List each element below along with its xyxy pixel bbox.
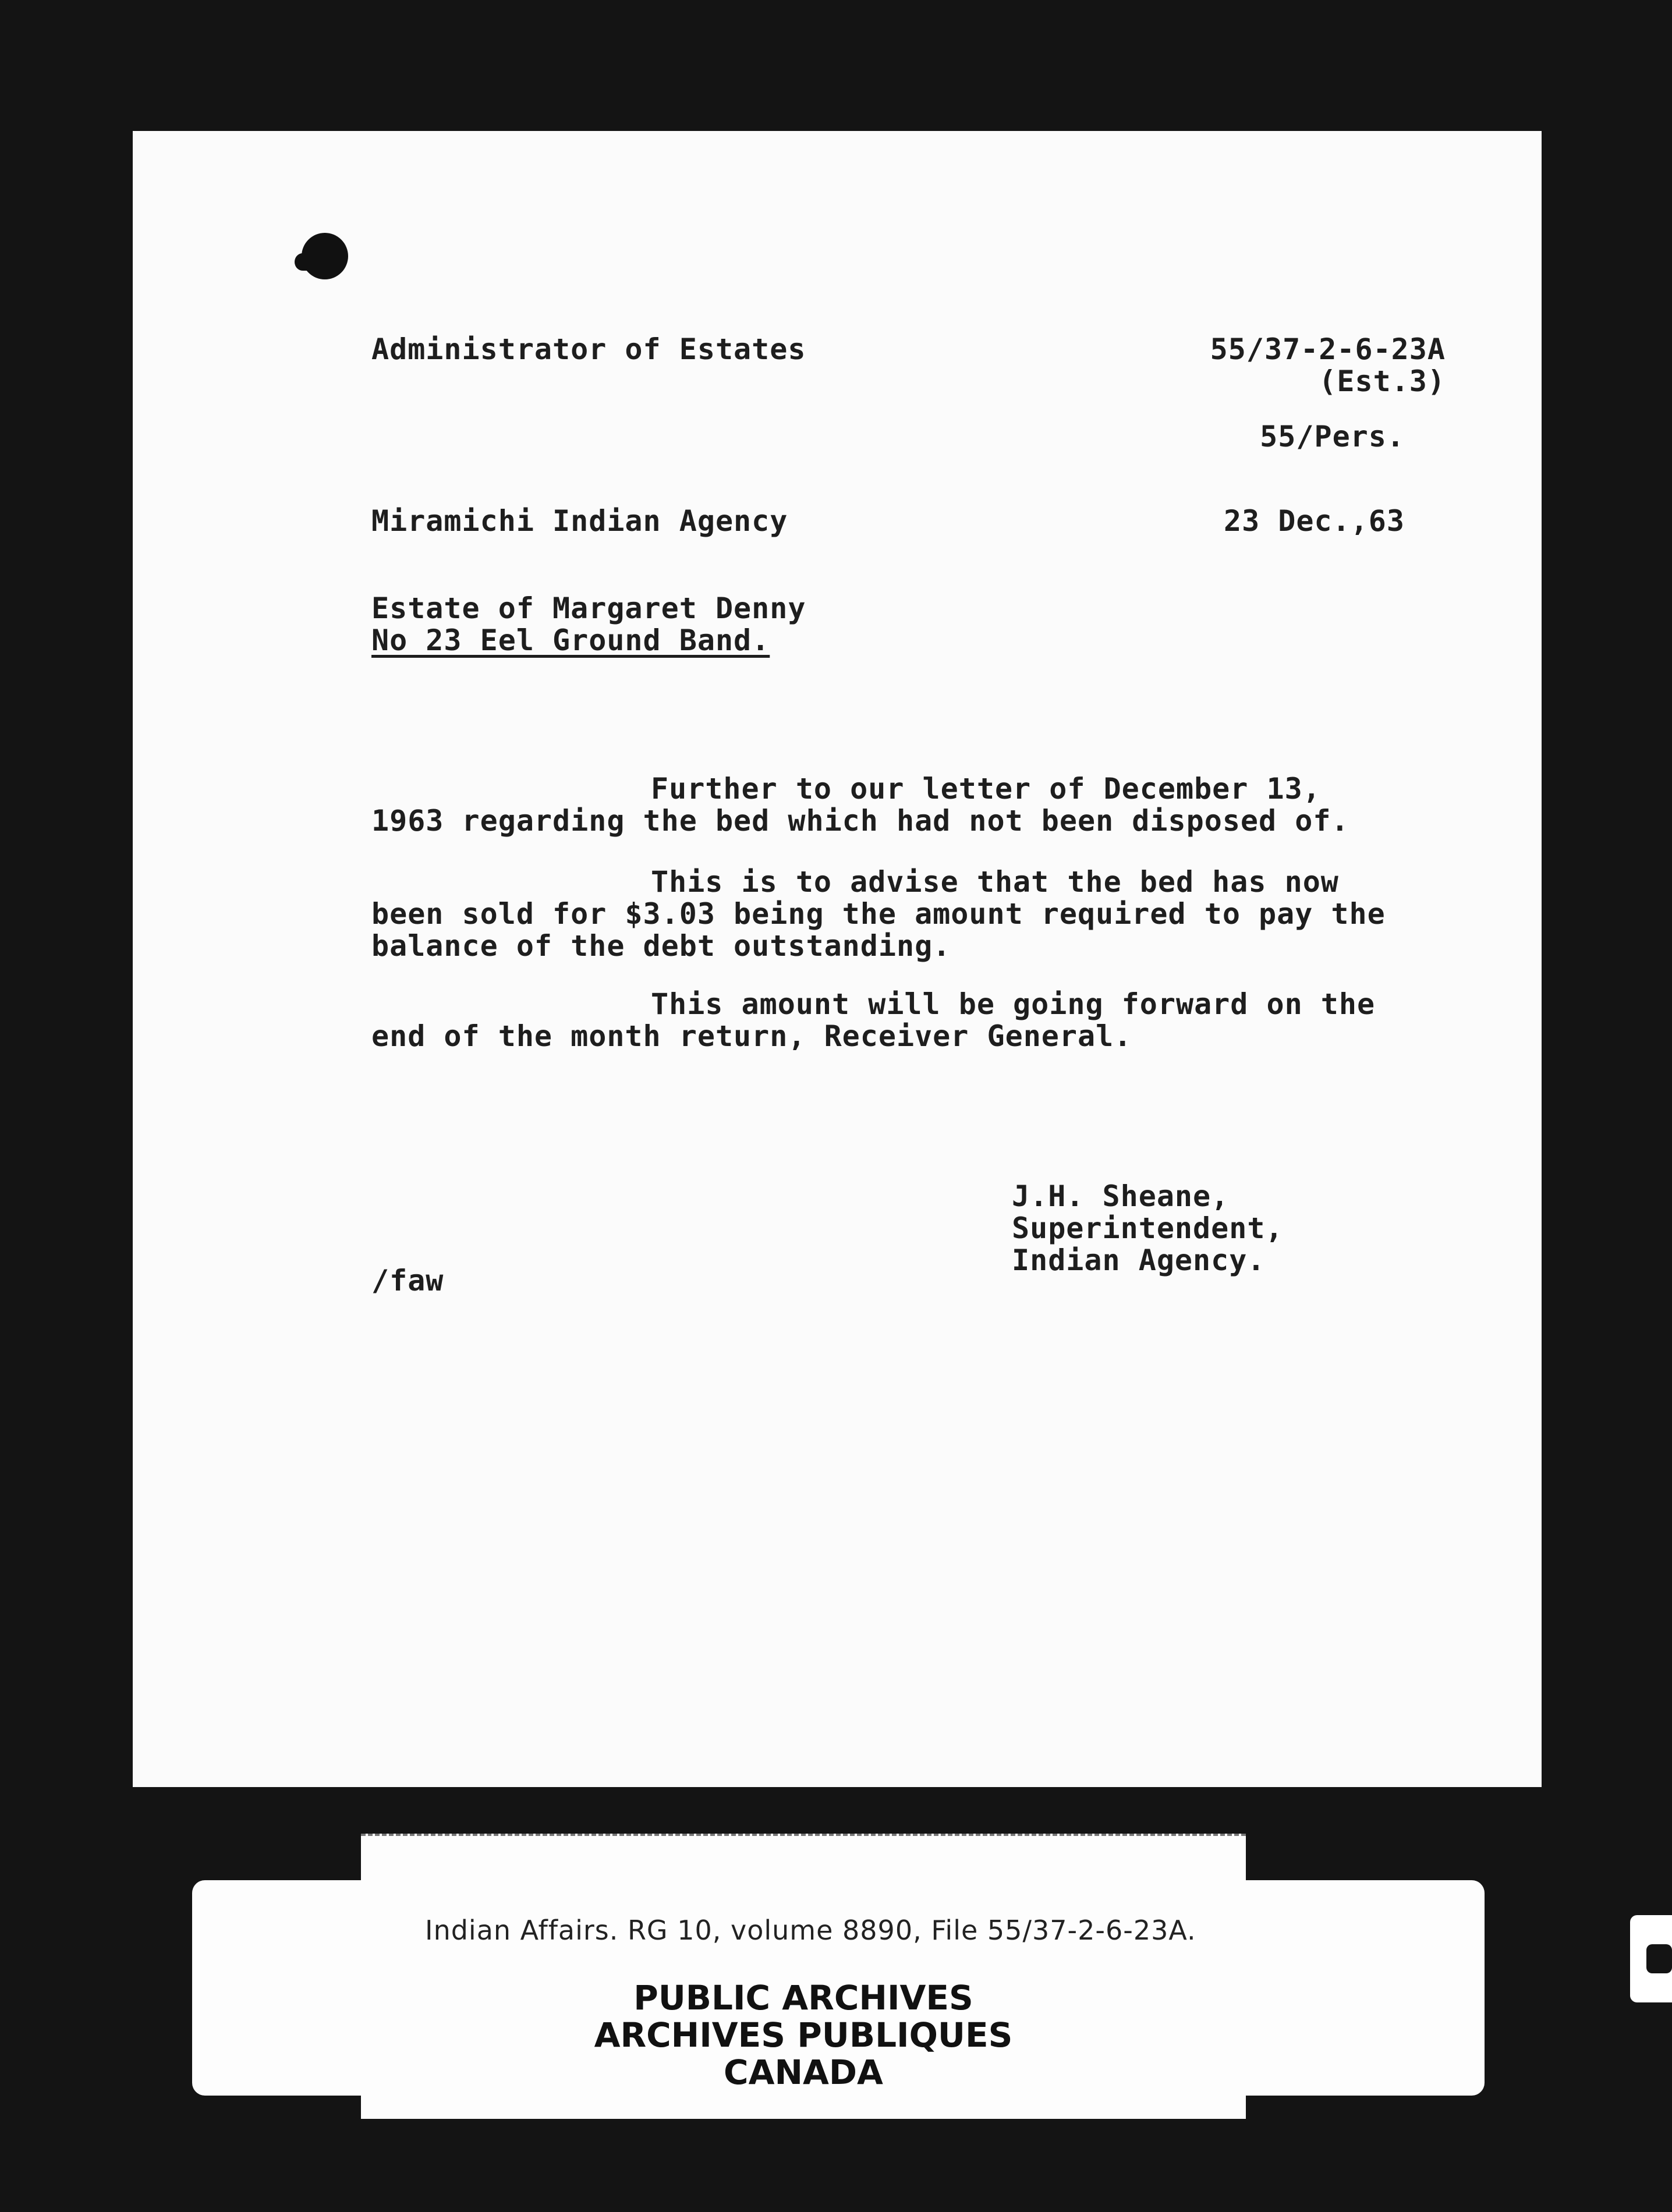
pers-reference: 55/Pers. bbox=[1260, 420, 1405, 453]
document-page bbox=[133, 131, 1542, 1787]
body-p1-line2: 1963 regarding the bed which had not been disposed of. bbox=[371, 804, 1349, 838]
body-p1-line1: Further to our letter of December 13, bbox=[651, 772, 1321, 806]
body-p2-line1: This is to advise that the bed has now bbox=[651, 865, 1339, 899]
film-edge-hole bbox=[1646, 1944, 1672, 1973]
body-p3-line1: This amount will be going forward on the bbox=[651, 987, 1376, 1021]
archive-stamp-line-1: PUBLIC ARCHIVES bbox=[633, 1978, 973, 2018]
typist-initials: /faw bbox=[371, 1264, 444, 1298]
body-p2-line3: balance of the debt outstanding. bbox=[371, 929, 951, 963]
archive-stamp bbox=[361, 1979, 1246, 2091]
file-reference-sub: (Est.3) bbox=[1319, 364, 1446, 398]
signature-title: Superintendent, bbox=[1012, 1211, 1284, 1245]
signature-name: J.H. Sheane, bbox=[1012, 1179, 1230, 1213]
file-reference: 55/37-2-6-23A bbox=[1210, 332, 1446, 366]
body-p3-line2: end of the month return, Receiver General. bbox=[371, 1019, 1132, 1053]
archive-reference-text: Indian Affairs. RG 10, volume 8890, File 55/37-2-6-23A. bbox=[425, 1915, 1196, 1946]
archive-stamp-line-3: CANADA bbox=[724, 2053, 883, 2092]
agency-name: Miramichi Indian Agency bbox=[371, 504, 788, 538]
archive-stamp-line-2: ARCHIVES PUBLIQUES bbox=[594, 2015, 1013, 2055]
addressee: Administrator of Estates bbox=[371, 332, 806, 366]
subject-line-1: Estate of Margaret Denny bbox=[371, 591, 806, 625]
signature-office: Indian Agency. bbox=[1012, 1243, 1266, 1277]
body-p2-line2: been sold for $3.03 being the amount required to pay the bbox=[371, 897, 1386, 931]
letter-date: 23 Dec.,63 bbox=[1223, 504, 1405, 538]
archive-reference-label bbox=[361, 1834, 1246, 1964]
punch-hole-notch-icon bbox=[295, 253, 311, 271]
subject-line-2: No 23 Eel Ground Band. bbox=[371, 623, 770, 657]
